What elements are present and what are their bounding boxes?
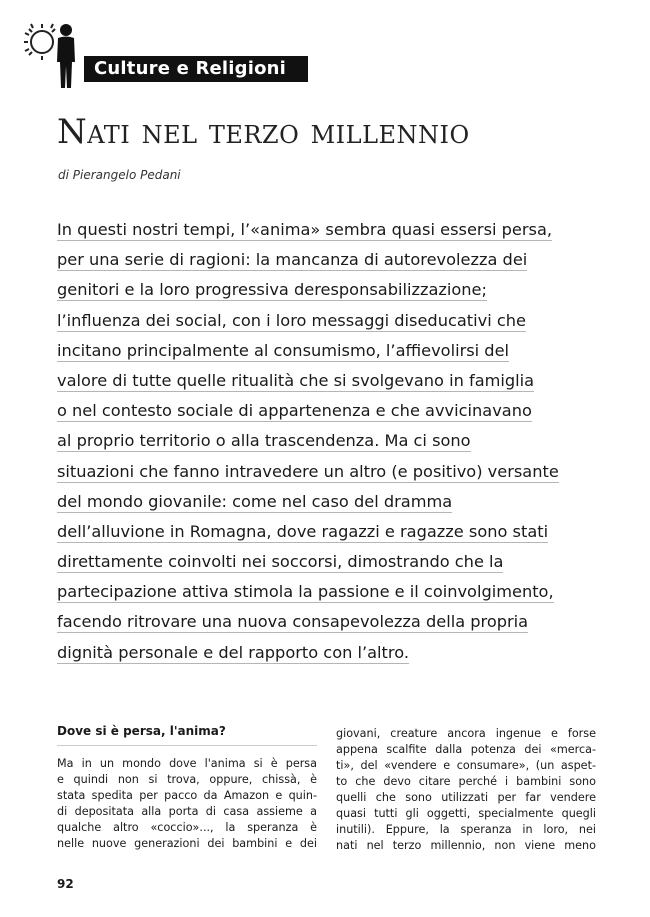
lead-line: l’influenza dei social, con i loro messaggi diseducativi che (57, 310, 526, 330)
section-label: Culture e Religioni (84, 56, 308, 82)
body-column-right (336, 726, 596, 854)
lead-line: partecipazione attiva stimola la passione e il coinvolgimento, (57, 582, 554, 602)
lead-line: situazioni che fanno intravedere un altro (e positivo) versante (57, 461, 559, 481)
lead-line: o nel contesto sociale di appartenenza e che avvicinavano (57, 401, 532, 421)
lead-line: incitano principalmente al consumismo, l’affievolirsi del (57, 340, 510, 360)
body-line: Ma in un mondo dove l'anima si è persa (57, 757, 317, 770)
article-title: Nati nel terzo millennio (57, 112, 470, 152)
body-line: giovani, creature ancora ingenue e forse (336, 727, 596, 740)
lead-line: genitori e la loro progressiva deresponsabilizzazione; (57, 280, 487, 300)
body-line: to che devo citare perché i bambini sono (336, 775, 596, 788)
lead-line: per una serie di ragioni: la mancanza di autorevolezza dei (57, 250, 528, 270)
page-number: 92 (57, 877, 74, 891)
lead-line: In questi nostri tempi, l’«anima» sembra quasi essersi persa, (57, 220, 553, 239)
lead-line: dell’alluvione in Romagna, dove ragazzi e ragazze sono stati (57, 521, 549, 541)
lead-line: al proprio territorio o alla trascendenza. Ma ci sono (57, 431, 471, 451)
lead-line: dignità personale e del rapporto con l’altro. (57, 642, 409, 662)
body-line: inutili). Eppure, la speranza in loro, nei (336, 823, 596, 836)
lead-line: valore di tutte quelle ritualità che si svolgevano in famiglia (57, 370, 535, 390)
lead-line: facendo ritrovare una nuova consapevolezza della propria (57, 612, 529, 632)
body-line: di depositata alla porta di casa assieme a (57, 805, 317, 818)
article-byline: di Pierangelo Pedani (58, 168, 181, 182)
body-line: stata spedita per pacco da Amazon e quin- (57, 789, 317, 802)
lead-line: direttamente coinvolti nei soccorsi, dimostrando che la (57, 552, 504, 572)
body-line: qualche altro «coccio»..., la speranza è (57, 821, 317, 834)
lead-line: del mondo giovanile: come nel caso del dramma (57, 491, 453, 511)
body-line: quelli che sono utilizzati per far vendere (336, 791, 596, 804)
body-line: nati nel terzo millennio, non viene meno (336, 839, 596, 852)
sun-person-icon (22, 20, 82, 90)
body-line: quasi tutti gli oggetti, specialmente quegli (336, 807, 596, 820)
body-line: nelle nuove generazioni dei bambini e dei (57, 837, 317, 850)
body-line: e quindi non si trova, oppure, chissà, è (57, 773, 317, 786)
body-line: appena scalfite dalla potenza dei «merca- (336, 743, 596, 756)
lead-paragraph (57, 219, 567, 672)
section-subheading: Dove si è persa, l'anima? (57, 724, 317, 746)
body-line: ti», del «vendere e consumare», (un aspet- (336, 759, 596, 772)
body-column-left (57, 756, 317, 852)
